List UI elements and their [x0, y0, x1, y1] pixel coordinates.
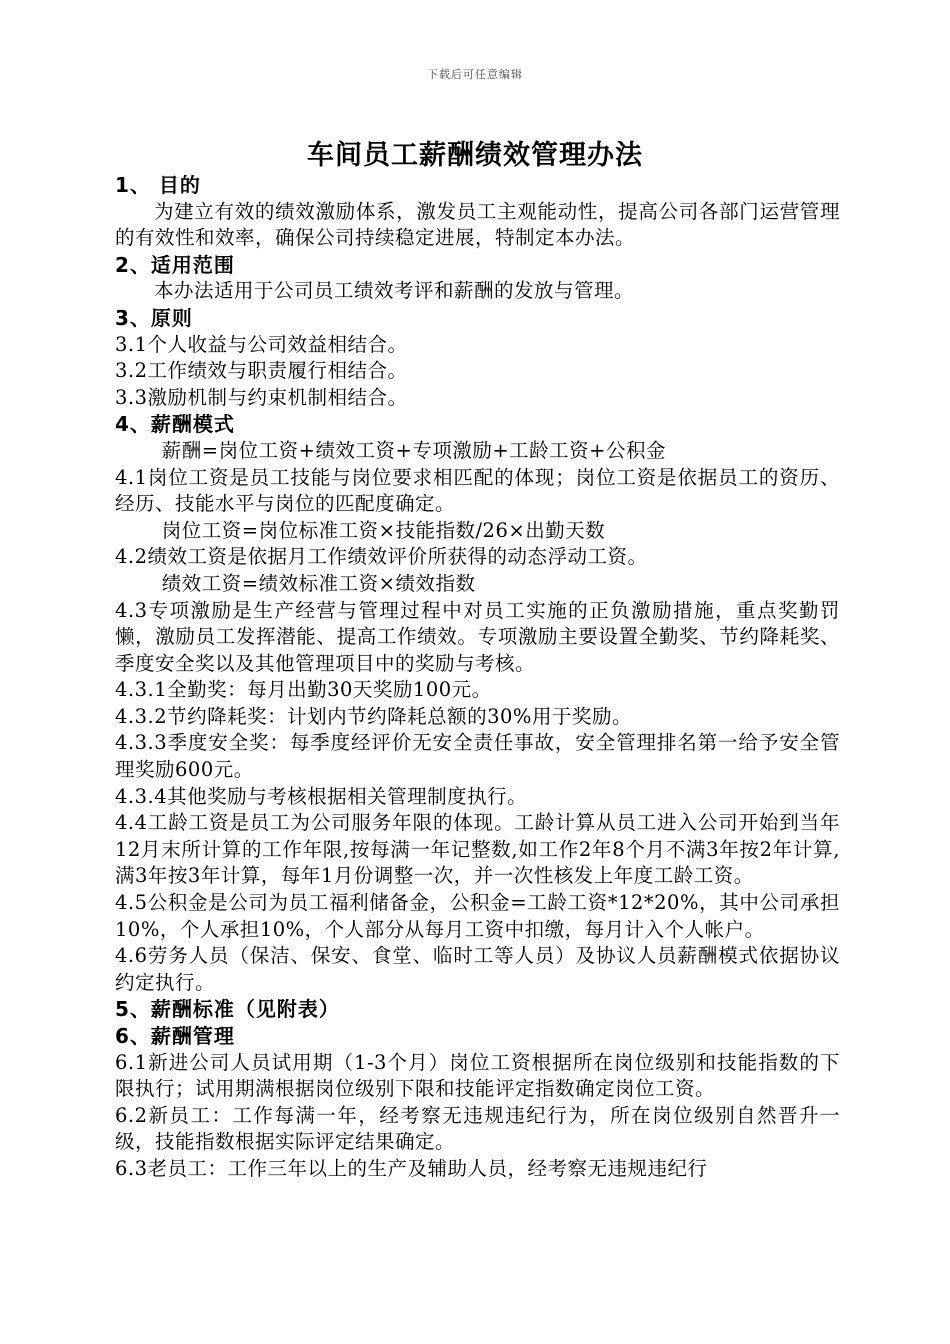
section-heading: 2、适用范围 — [115, 252, 235, 277]
section-heading: 6、薪酬管理 — [115, 1024, 235, 1048]
paragraph: 绩效工资=绩效标准工资×绩效指数 — [161, 571, 476, 595]
section-heading: 5、薪酬标准（见附表） — [115, 997, 340, 1022]
paragraph: 4.2绩效工资是依据月工作绩效评价所获得的动态浮动工资。 — [115, 545, 648, 569]
paragraph: 6.3老员工：工作三年以上的生产及辅助人员，经考察无违规违纪行 — [115, 1156, 708, 1180]
paragraph: 4.4工龄工资是员工为公司服务年限的体现。工龄计算从员工进入公司开始到当年12月末所计算的工作年限,按每满一年记整数,如工作2年8个月不满3年按2年计算,满3年按3年计算，每年1月份调整一次，并一次性核发上年度工龄工资。 — [115, 811, 840, 888]
paragraph: 4.3.3季度安全奖：每季度经评价无安全责任事故，安全管理排名第一给予安全管理奖励600元。 — [115, 731, 840, 782]
paragraph: 4.3专项激励是生产经营与管理过程中对员工实施的正负激励措施，重点奖勤罚懒，激励员工发挥潜能、提高工作绩效。专项激励主要设置全勤奖、节约降耗奖、季度安全奖以及其他管理项目中的奖励与考核。 — [115, 598, 840, 675]
paragraph: 4.3.1全勤奖：每月出勤30天奖励100元。 — [115, 678, 492, 702]
paragraph: 薪酬=岗位工资+绩效工资+专项激励+工龄工资+公积金 — [161, 438, 666, 462]
paragraph: 3.3激励机制与约束机制相结合。 — [115, 385, 408, 409]
paragraph: 3.2工作绩效与职责履行相结合。 — [115, 359, 408, 383]
document-title: 车间员工薪酬绩效管理办法 — [307, 140, 643, 171]
section-heading: 4、薪酬模式 — [115, 412, 235, 437]
paragraph: 岗位工资=岗位标准工资×技能指数/26×出勤天数 — [161, 518, 606, 542]
section-heading: 1、 目的 — [115, 173, 201, 197]
paragraph: 本办法适用于公司员工绩效考评和薪酬的发放与管理。 — [154, 279, 635, 303]
paragraph: 4.1岗位工资是员工技能与岗位要求相匹配的体现；岗位工资是依据员工的资历、经历、技能水平与岗位的匹配度确定。 — [115, 465, 840, 516]
paragraph: 4.5公积金是公司为员工福利储备金，公积金=工龄工资*12*20%，其中公司承担10%，个人承担10%，个人部分从每月工资中扣缴，每月计入个人帐户。 — [115, 891, 840, 941]
paragraph: 4.3.4其他奖励与考核根据相关管理制度执行。 — [115, 784, 528, 808]
section-heading: 3、原则 — [115, 305, 193, 330]
paragraph: 6.2新员工：工作每满一年，经考察无违规违纪行为，所在岗位级别自然晋升一级，技能指数根据实际评定结果确定。 — [115, 1103, 840, 1154]
paragraph: 3.1个人收益与公司效益相结合。 — [115, 332, 408, 356]
header-note: 下载后可任意编辑 — [427, 68, 523, 81]
paragraph: 4.3.2节约降耗奖：计划内节约降耗总额的30%用于奖励。 — [115, 704, 632, 728]
paragraph: 6.1新进公司人员试用期（1-3个月）岗位工资根据所在岗位级别和技能指数的下限执行；试用期满根据岗位级别下限和技能评定指数确定岗位工资。 — [115, 1050, 840, 1101]
document-body — [115, 172, 840, 1183]
paragraph: 4.6劳务人员（保洁、保安、食堂、临时工等人员）及协议人员薪酬模式依据协议约定执行。 — [115, 944, 840, 994]
paragraph: 为建立有效的绩效激励体系，激发员工主观能动性，提高公司各部门运营管理的有效性和效率，确保公司持续稳定进展，特制定本办法。 — [115, 199, 840, 250]
